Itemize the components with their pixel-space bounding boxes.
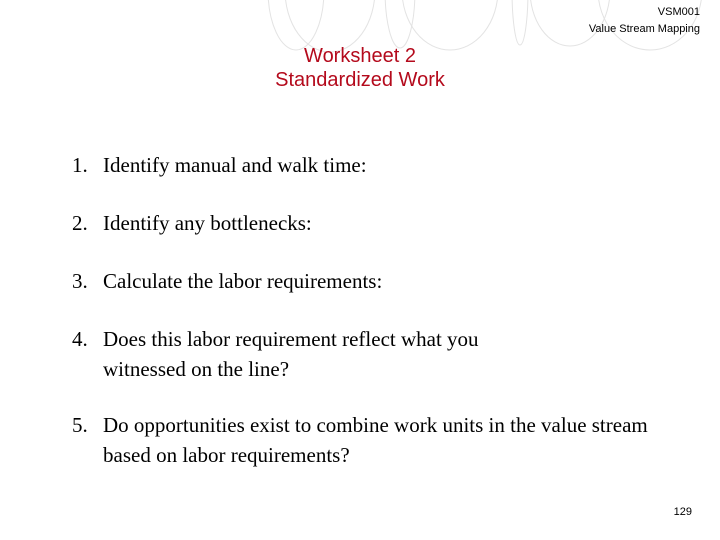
- question-item-2: [72, 208, 683, 238]
- question-text: Identify any bottlenecks:: [103, 211, 312, 235]
- question-number: 2.: [72, 211, 88, 235]
- question-number: 5.: [72, 413, 88, 437]
- question-text: Does this labor requirement reflect what you witnessed on the line?: [103, 327, 479, 381]
- worksheet-title-line-2: Standardized Work: [275, 69, 445, 91]
- question-item-1: [72, 150, 683, 180]
- worksheet-title-line-1: Worksheet 2: [304, 45, 416, 67]
- question-number: 4.: [72, 327, 88, 351]
- question-item-4: [72, 324, 543, 384]
- question-item-3: [72, 266, 683, 296]
- question-number: 3.: [72, 269, 88, 293]
- slide-header: [589, 4, 700, 38]
- worksheet-title: [240, 44, 480, 92]
- question-item-5: [72, 410, 668, 470]
- question-text: Calculate the labor requirements:: [103, 269, 383, 293]
- question-text: Identify manual and walk time:: [103, 153, 367, 177]
- page-number: 129: [673, 506, 692, 518]
- course-code: VSM001: [657, 6, 700, 18]
- question-text: Do opportunities exist to combine work units in the value stream based on labor requirements?: [103, 413, 648, 467]
- question-number: 1.: [72, 153, 88, 177]
- course-title: Value Stream Mapping: [588, 23, 700, 35]
